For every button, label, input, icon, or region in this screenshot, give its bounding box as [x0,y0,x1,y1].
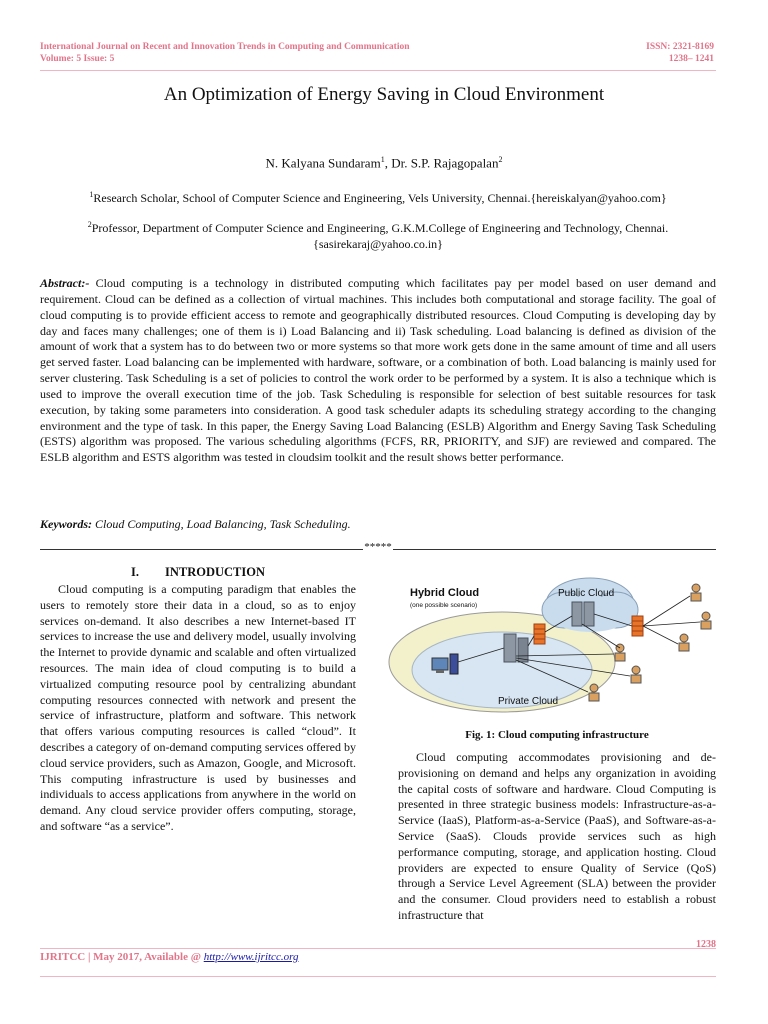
private-cloud-label: Private Cloud [498,696,559,707]
journal-volume: Volume: 5 Issue: 5 [40,53,115,64]
author-1-sup: 1 [380,155,385,164]
journal-name: International Journal on Recent and Innovation Trends in Computing and Communication [40,42,410,52]
abstract-text: Cloud computing is a technology in distributed computing which facilitates pay per model based on user demand and requirement. Cloud can be defined as a collection of virtual machines. This includes both computational and storage facility. The goal of cloud computing is to provide efficient access to remote and geographically distributed resources. Cloud Computing is developing day by day and faces many challenges; one of them is i) Load Balancing and ii) Task scheduling. Load balancing is defined as division of the amount of work that a system has to do between two or more systems so that more work gets done in the same amount of time and all users get served faster. Load balancing can be implemented with hardware, software, or a combination of both. Load balancing is mainly used for server clustering. Task Scheduling is a set of policies to control the work order to be performed by a system. It is also a technique which is used to improve the overall execution time of the job. Task Scheduling is responsible for selection of best suitable resources for task execution, by taking some parameters into consideration. A good task scheduler adapts its scheduling strategy according to the changing environment and the type of task. In this paper, the Energy Saving Load Balancing (ESLB) Algorithm and Energy Saving Task Scheduling (ESTS) algorithm was proposed. The various scheduling algorithms (FCFS, RR, PRIORITY, and SJF) are reviewed and compared. The ESLB algorithm and ESTS algorithm was tested in cloudsim toolkit and the result shows better performance. [40,276,716,465]
affiliation-2-text: Professor, Department of Computer Science and Engineering, G.K.M.College of Engineering and Technology, Chennai. [91,221,669,235]
author-sep: , [384,155,392,171]
footer-text: IJRITCC | May 2017, Available @ [40,951,204,963]
author-line [0,155,768,171]
footer [40,951,298,963]
affiliation-1 [40,187,716,206]
intro-left-column: Cloud computing is a computing paradigm that enables the users to remotely store their data in a cloud, so as to enjoy services on-demand. It also describes a new Internet-based IT services to increase the use and delivery model, usually involving the Internet to provide dynamic and scalable and often virtualized resources. The main idea of cloud computing is to build a virtualized computing resource pool by centralizing abundant computing resources connected with network and present the service of infrastructure, platform and software. This network that offers various computing resources is called “cloud”. It describes a category of on-demand computing services offered by cloud service providers, such as Amazon, Google, and Microsoft. This computing infrastructure is used by businesses and individuals to access applications from anywhere in the world on demand. Any cloud service provider offers computing, storage, and software “as a service”. [40,582,356,833]
user-icon [701,612,711,629]
section-title: INTRODUCTION [164,565,265,579]
user-icon [589,684,599,701]
separator-stars: ***** [364,541,392,553]
section-number: I. [130,565,139,579]
keywords-label: Keywords: [40,517,92,531]
journal-header [40,42,410,65]
hybrid-cloud-title: Hybrid Cloud [410,587,480,599]
page-range: 1238– 1241 [668,53,714,64]
user-icon [679,634,689,651]
paper-title: An Optimization of Energy Saving in Cloud Environment [163,84,605,105]
footer-rule [40,948,716,949]
page-number: 1238 [696,939,716,950]
public-cloud-label: Public Cloud [558,588,615,599]
firewall-icon [632,616,643,636]
affiliation-2-sup: 2 [87,220,92,229]
user-icon [631,666,641,683]
keywords-text: Cloud Computing, Load Balancing, Task Scheduling. [92,517,351,531]
footer-bottom-rule [40,976,716,977]
header-rule [40,70,716,71]
author-1: N. Kalyana Sundaram [265,155,381,171]
affiliation-1-text: Research Scholar, School of Computer Science and Engineering, Vels University, Chennai.{hereiskalyan@yahoo.com} [93,191,667,205]
user-icon [615,644,625,661]
user-icon [691,584,701,601]
affiliation-2-email: {sasirekaraj@yahoo.co.in} [313,237,443,251]
issn-header [646,42,714,65]
abstract-label: Abstract:- [40,276,90,290]
intro-right-column: Cloud computing accommodates provisioning and de-provisioning on demand and helps any organization in avoiding the capital costs of software and hardware. Cloud Computing is presented in three strategic business models: Infrastructure-as-a-Service (IaaS), Platform-as-a-Service (PaaS), and Software-as-a-Service (SaaS). Clouds provide services such as high performance computing, storage, and application hosting. Cloud providers are expected to ensure Quality of Service (QoS) through a Service Level Agreement (SLA) between the provider and the consumer. Cloud providers need to establish a robust infrastructure that [398,750,716,922]
issn: ISSN: 2321-8169 [646,42,714,52]
server-icon [504,634,528,662]
keywords [40,517,716,532]
abstract [40,276,716,466]
hybrid-cloud-subtitle: (one possible scenario) [410,602,478,609]
affiliation-2 [40,217,716,252]
journal-link[interactable]: http://www.ijritcc.org [203,951,299,963]
section-separator [40,541,716,553]
hybrid-cloud-figure [384,566,728,718]
section-heading [40,565,356,580]
firewall-icon [534,624,545,644]
author-2: Dr. S.P. Rajagopalan [391,155,499,171]
affiliation-1-sup: 1 [89,190,94,199]
author-2-sup: 2 [498,155,503,164]
figure-caption: Fig. 1: Cloud computing infrastructure [465,729,649,741]
